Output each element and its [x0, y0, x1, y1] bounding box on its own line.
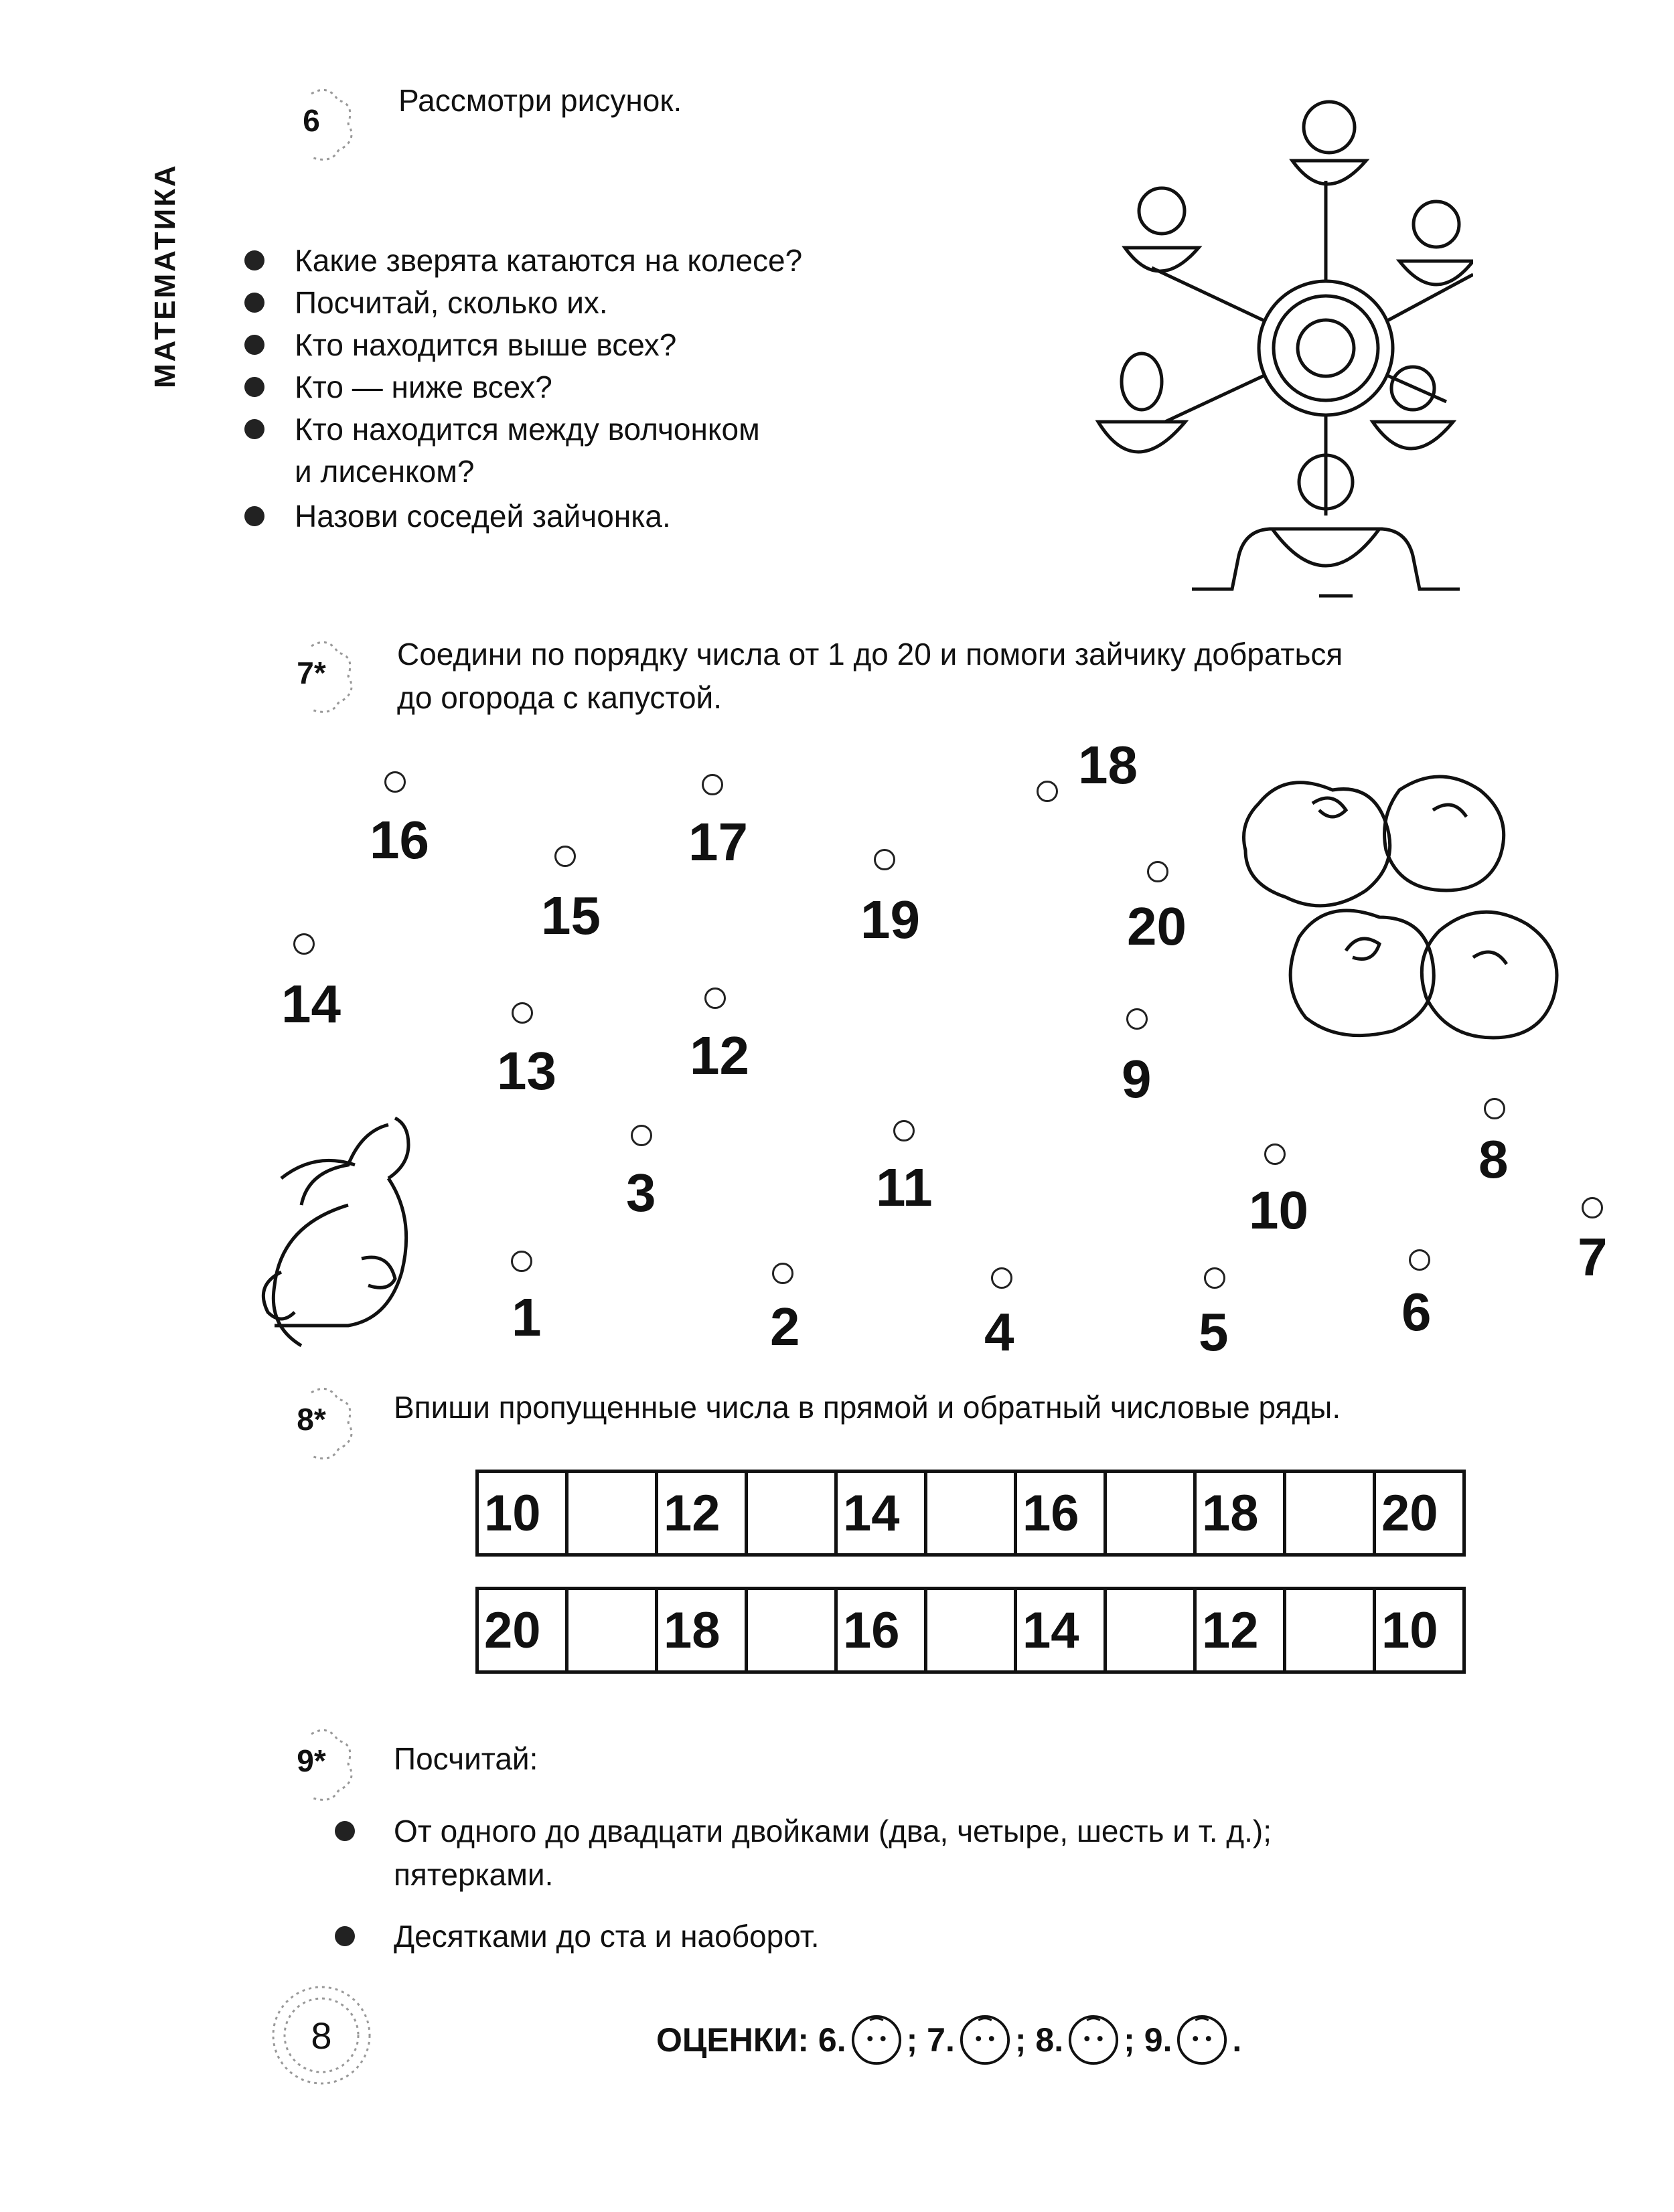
task-7-text-line-2: до огорода с капустой. — [397, 680, 722, 715]
dot-marker[interactable] — [1204, 1267, 1225, 1289]
dot-label-10: 10 — [1249, 1180, 1308, 1240]
task-7-badge — [264, 633, 358, 713]
task-6-question-3: Кто находится выше всех? — [295, 327, 677, 362]
dot-label-15: 15 — [541, 886, 601, 945]
dot-label-2: 2 — [770, 1297, 800, 1356]
task-6-question-6: Назови соседей зайчонка. — [295, 499, 671, 534]
task-6-question-5-cont: и лисенком? — [295, 454, 475, 489]
task-6-heading: Рассмотри рисунок. — [398, 83, 682, 118]
bullet-icon — [244, 293, 264, 313]
dot-marker[interactable] — [1582, 1197, 1603, 1218]
backward-cell: 20 — [477, 1589, 567, 1672]
dot-label-13: 13 — [497, 1041, 556, 1101]
backward-cell: 18 — [657, 1589, 747, 1672]
grades-end: . — [1232, 2021, 1242, 2059]
task-7-number: 7* — [297, 655, 326, 690]
bullet-icon — [244, 419, 264, 439]
forward-cell-empty[interactable] — [1106, 1472, 1195, 1555]
forward-number-row — [475, 1470, 1466, 1557]
forward-cell-empty[interactable] — [926, 1472, 1016, 1555]
subject-title: МАТЕМАТИКА — [149, 163, 181, 388]
dot-marker[interactable] — [991, 1267, 1012, 1289]
grades-separator: ; — [906, 2021, 918, 2059]
dot-label-3: 3 — [626, 1163, 656, 1222]
backward-cell: 16 — [836, 1589, 926, 1672]
grades-separator: ; — [1124, 2021, 1135, 2059]
grades-separator: ; — [1014, 2021, 1026, 2059]
dot-marker[interactable] — [384, 771, 406, 793]
task-6-question-4: Кто — ниже всех? — [295, 370, 552, 404]
dot-label-14: 14 — [281, 974, 341, 1034]
dot-label-7: 7 — [1578, 1227, 1608, 1287]
dot-marker[interactable] — [512, 1002, 533, 1024]
grades-label: ОЦЕНКИ: — [656, 2021, 809, 2059]
dot-label-19: 19 — [860, 890, 920, 949]
backward-cell: 14 — [1016, 1589, 1106, 1672]
dot-label-20: 20 — [1127, 896, 1187, 956]
backward-number-row — [475, 1587, 1466, 1674]
dot-label-1: 1 — [512, 1287, 542, 1347]
task-6-question-5: Кто находится между волчонком — [295, 412, 760, 447]
dot-label-8: 8 — [1478, 1129, 1509, 1189]
grade-7-label: 7. — [927, 2021, 955, 2059]
backward-cell-empty[interactable] — [1285, 1589, 1375, 1672]
dot-label-5: 5 — [1199, 1302, 1229, 1362]
dot-marker[interactable] — [874, 849, 895, 870]
dot-marker[interactable] — [1037, 781, 1058, 802]
forward-cell-empty[interactable] — [567, 1472, 657, 1555]
task-6-question-2: Посчитай, сколько их. — [295, 285, 608, 320]
dot-marker[interactable] — [1484, 1098, 1505, 1119]
task-7-text-line-1: Соедини по порядку числа от 1 до 20 и помоги зайчику добраться — [397, 637, 1343, 672]
backward-cell-empty[interactable] — [1106, 1589, 1195, 1672]
grade-6-label: 6. — [818, 2021, 846, 2059]
forward-cell: 16 — [1016, 1472, 1106, 1555]
dot-marker[interactable] — [554, 846, 576, 867]
dot-marker[interactable] — [702, 774, 723, 795]
bullet-icon — [335, 1821, 355, 1841]
bullet-icon — [244, 335, 264, 355]
forward-cell: 12 — [657, 1472, 747, 1555]
grade-8-label: 8. — [1035, 2021, 1064, 2059]
task-8-badge — [264, 1379, 358, 1459]
task-9-number: 9* — [297, 1743, 326, 1778]
bullet-icon — [244, 377, 264, 397]
forward-cell: 18 — [1195, 1472, 1285, 1555]
dot-marker[interactable] — [893, 1120, 915, 1141]
task-8-text: Впиши пропущенные числа в прямой и обратный числовые ряды. — [394, 1390, 1341, 1425]
backward-cell: 10 — [1375, 1589, 1464, 1672]
dot-marker[interactable] — [704, 988, 726, 1009]
bullet-icon — [244, 506, 264, 526]
backward-cell-empty[interactable] — [926, 1589, 1016, 1672]
forward-cell-empty[interactable] — [1285, 1472, 1375, 1555]
grade-9-label: 9. — [1144, 2021, 1172, 2059]
task-9-item-2: Десятками до ста и наоборот. — [394, 1919, 820, 1954]
task-9-badge — [264, 1721, 358, 1801]
dot-marker[interactable] — [293, 933, 315, 955]
rabbit-illustration — [254, 1105, 469, 1359]
dot-marker[interactable] — [511, 1251, 532, 1272]
backward-cell-empty[interactable] — [747, 1589, 836, 1672]
dot-label-6: 6 — [1401, 1282, 1432, 1342]
forward-cell: 10 — [477, 1472, 567, 1555]
dot-marker[interactable] — [1147, 861, 1168, 882]
dot-marker[interactable] — [1126, 1008, 1148, 1030]
smiley-face-icon[interactable] — [1176, 2014, 1228, 2066]
smiley-face-icon[interactable] — [850, 2014, 903, 2066]
task-9-heading: Посчитай: — [394, 1741, 538, 1776]
task-6-badge — [264, 80, 358, 161]
dot-label-11: 11 — [876, 1158, 933, 1217]
dot-marker[interactable] — [1264, 1143, 1286, 1165]
bullet-icon — [244, 250, 264, 270]
grades-row — [656, 2014, 1241, 2066]
dot-marker[interactable] — [1409, 1249, 1430, 1271]
backward-cell: 12 — [1195, 1589, 1285, 1672]
task-9-item-1-line-2: пятерками. — [394, 1857, 554, 1892]
ferris-wheel-illustration — [1071, 87, 1473, 623]
dot-label-12: 12 — [690, 1026, 749, 1085]
backward-cell-empty[interactable] — [567, 1589, 657, 1672]
dot-label-4: 4 — [984, 1302, 1014, 1362]
page-number-badge — [258, 1982, 385, 2089]
dot-label-9: 9 — [1122, 1049, 1152, 1109]
forward-cell: 14 — [836, 1472, 926, 1555]
smiley-face-icon[interactable] — [959, 2014, 1011, 2066]
dot-marker[interactable] — [772, 1263, 793, 1284]
task-9-item-1-line-1: От одного до двадцати двойками (два, четыре, шесть и т. д.); — [394, 1814, 1272, 1848]
dot-label-16: 16 — [370, 810, 429, 870]
dot-label-18: 18 — [1078, 735, 1138, 795]
task-6-number: 6 — [303, 103, 320, 138]
dot-label-17: 17 — [688, 812, 748, 872]
task-6-question-1: Какие зверята катаются на колесе? — [295, 243, 803, 278]
bullet-icon — [335, 1926, 355, 1946]
smiley-face-icon[interactable] — [1067, 2014, 1120, 2066]
task-8-number: 8* — [297, 1402, 326, 1437]
cabbage-patch-illustration — [1232, 763, 1607, 1058]
forward-cell-empty[interactable] — [747, 1472, 836, 1555]
forward-cell: 20 — [1375, 1472, 1464, 1555]
page-number: 8 — [311, 2014, 332, 2057]
dot-marker[interactable] — [631, 1125, 652, 1146]
